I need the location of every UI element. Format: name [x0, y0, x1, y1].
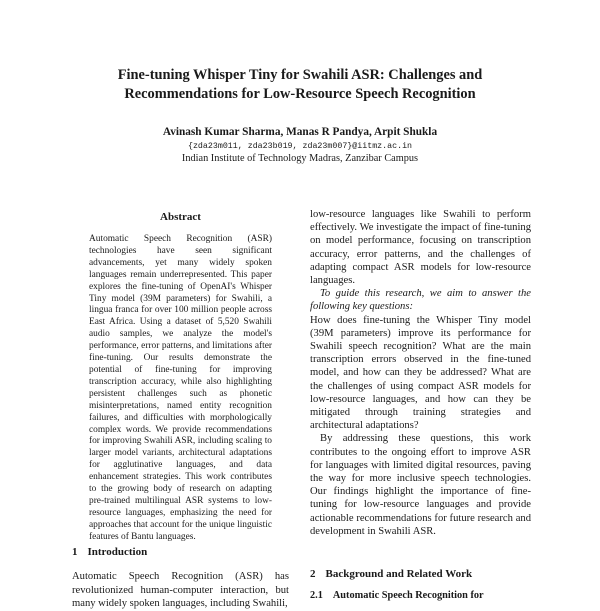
- subsection-heading: [310, 590, 484, 601]
- abstract-body: Automatic Speech Recognition (ASR) technologies have seen significant advancements, yet many widely spoken languages remain underrepresented. This paper explores the fine-tuning of OpenAI's Whisper Tiny model (39M parameters) for Swahili, a lingua franca for over 100 million people across East Africa. Using a dataset of 5,520 Swahili audio samples, we analyze the model's performance, error patterns, and limitations after fine-tuning. Our results demonstrate the potential of fine-tuning for improving transcription accuracy, while also highlighting persistent challenges such as phonetic misinterpretations, named entity recognition failures, and difficulties with morphologically complex words. We provide recommendations for improving Swahili ASR, including scaling to larger model variants, architectural adaptations for agglutinative languages, and data enhancement strategies. This work contributes to the growing body of research on adapting pre-trained multilingual ASR systems to low-resource languages, emphasizing the need for approaches that account for the unique linguistic features of Bantu languages.: [89, 234, 272, 542]
- subsection-number: 2.1: [310, 590, 323, 601]
- paragraph: low-resource languages like Swahili to perform effectively. We investigate the impact of fine-tuning on model performance, focusing on transcription accuracy, error patterns, and the challenges of adapting compact ASR models for low-resource languages.: [310, 209, 531, 287]
- research-questions-intro: To guide this research, we aim to answer the following key questions:: [310, 288, 531, 313]
- section-number: 1: [72, 546, 78, 558]
- paper-title: [0, 66, 600, 104]
- subsection-title: Automatic Speech Recognition for: [332, 590, 484, 601]
- background-heading: [310, 568, 472, 580]
- paragraph: By addressing these questions, this work contributes to the ongoing effort to improve ASR for languages with limited digital resources, paving the way for more inclusive speech technologies. Our findings highlight the importance of fine-tuning for low-resource languages and provide actionable recommendations for future research and development in Swahili ASR.: [310, 433, 531, 537]
- introduction-heading: [72, 546, 147, 558]
- abstract-section: [89, 210, 272, 544]
- section-number: 2: [310, 568, 316, 580]
- introduction-text: Automatic Speech Recognition (ASR) has revolutionized human-computer interaction, but many widely spoken languages, including Swahili,: [72, 571, 289, 609]
- section-title: Introduction: [87, 546, 148, 558]
- section-title: Background and Related Work: [325, 568, 473, 580]
- title-line-2: Recommendations for Low-Resource Speech Recognition: [124, 86, 476, 102]
- title-line-1: Fine-tuning Whisper Tiny for Swahili ASR: Challenges and: [117, 67, 483, 83]
- abstract-heading: Abstract: [160, 211, 201, 223]
- affiliation: Indian Institute of Technology Madras, Zanzibar Campus: [181, 153, 419, 164]
- research-questions: How does fine-tuning the Whisper Tiny model (39M parameters) improve its performance for Swahili speech recognition? What are the main transcription errors observed in the fine-tuned model, and how can they be addressed? What are the challenges of using compact ASR models for low-resource languages, and how can they be mitigated through training strategies and architectural adaptations?: [310, 314, 531, 432]
- right-column: [310, 208, 531, 538]
- author-emails: {zda23m011, zda23b019, zda23m007}@iitmz.ac.in: [187, 142, 413, 151]
- author-list: Avinash Kumar Sharma, Manas R Pandya, Arpit Shukla: [162, 126, 438, 138]
